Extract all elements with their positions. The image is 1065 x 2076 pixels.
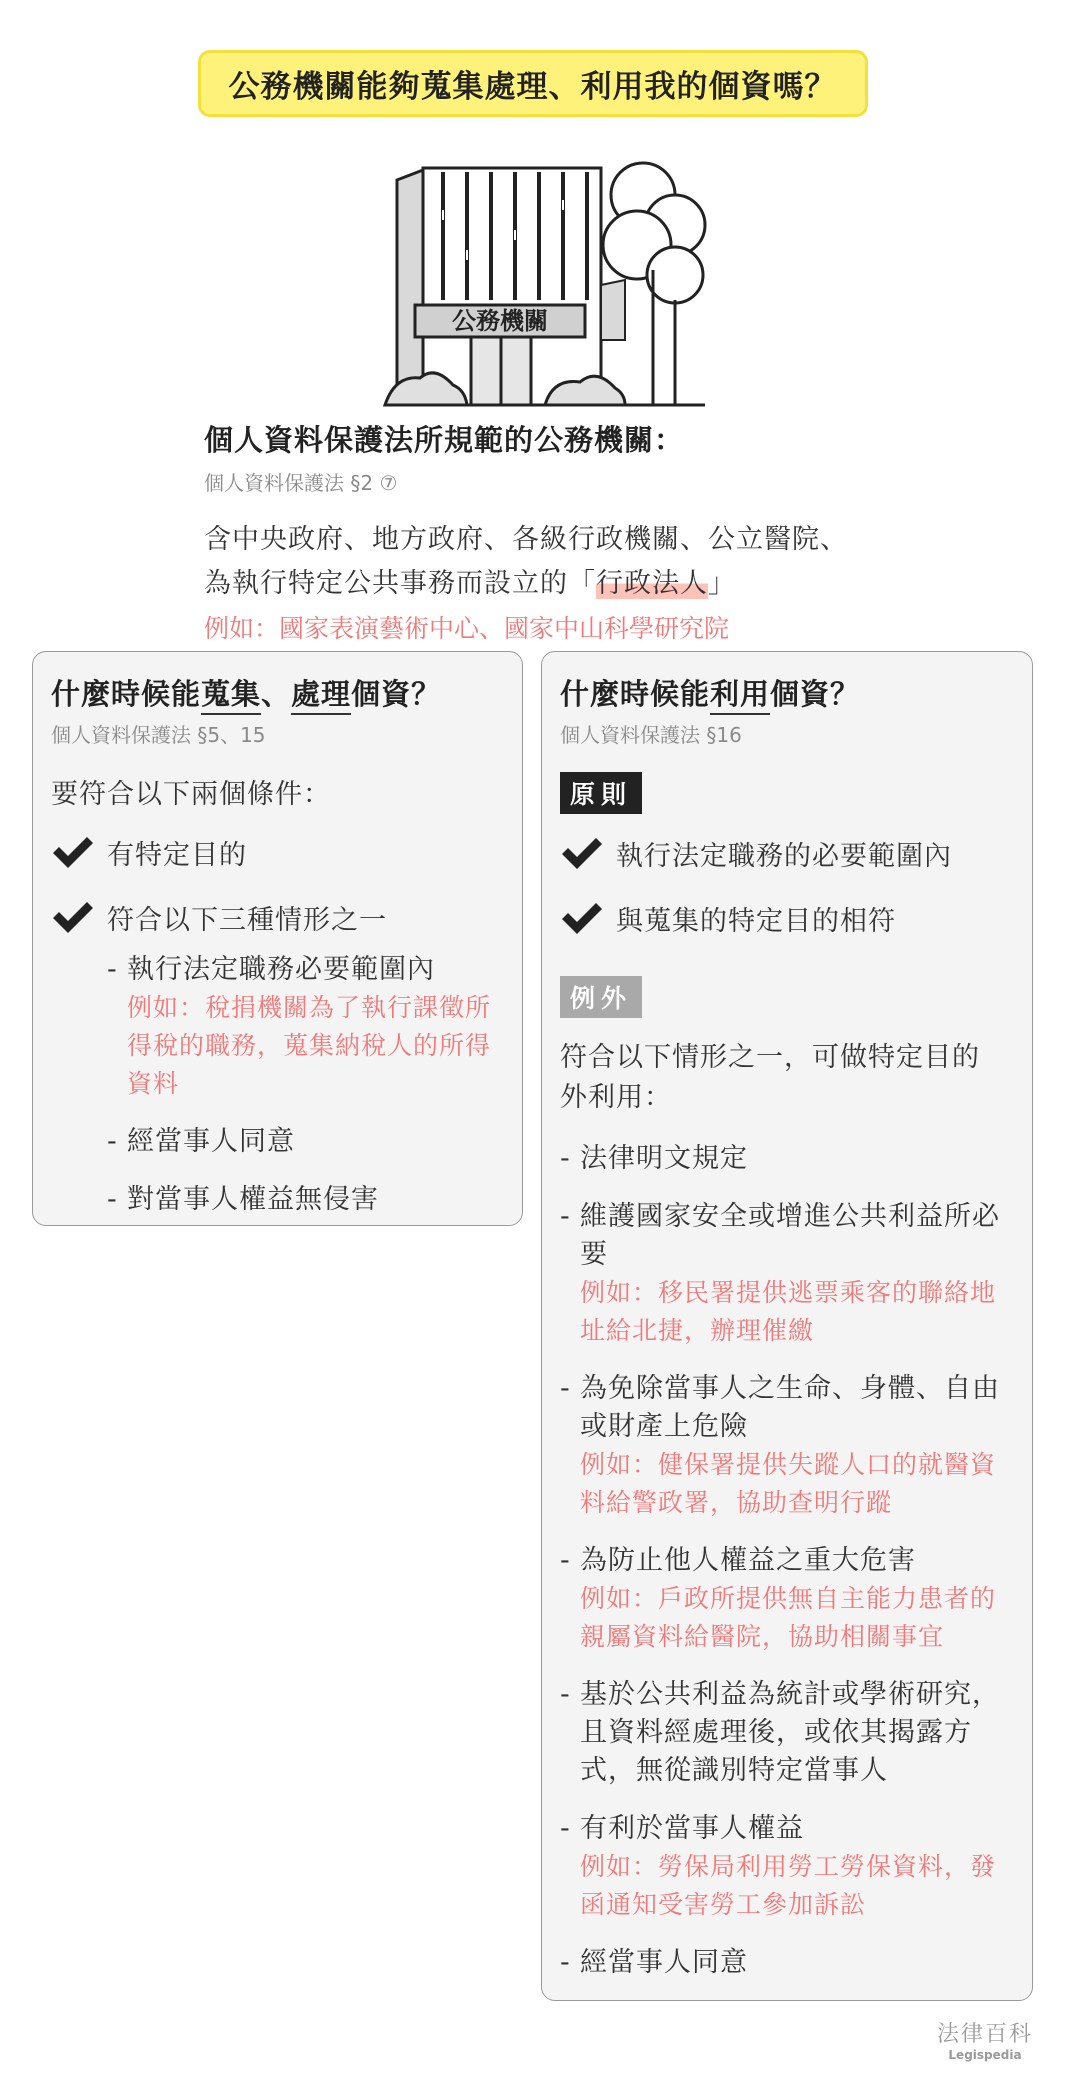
checkmark-icon [560, 901, 604, 937]
list-item: - 為免除當事人之生命、身體、自由或財產上危險 例如：健保署提供失蹤人口的就醫資料給警政署，協助查明行蹤 [560, 1370, 1014, 1522]
building-sign: 公務機關 [452, 307, 548, 335]
collect-process-lead: 要符合以下兩個條件： [51, 779, 331, 810]
principle-tag: 原則 [560, 772, 642, 814]
list-item: - 執行法定職務必要範圍內 例如：稅捐機關為了執行課徵所得稅的職務，蒐集納稅人的所得資料 [107, 951, 504, 1103]
example-text: 例如：移民署提供逃票乘客的聯絡地址給北捷，辦理催繳 [580, 1278, 997, 1345]
intro-line2-suffix: 」 [708, 568, 736, 599]
brand-name-en: Legispedia [948, 2048, 1022, 2062]
checkmark-icon [51, 900, 95, 936]
brand-logo [937, 2017, 1033, 2062]
collect-process-box [32, 651, 523, 1226]
condition-item [51, 833, 504, 872]
intro-line2-prefix: 為執行特定公共事務而設立的「 [204, 568, 596, 599]
intro-law-ref: 個人資料保護法 §2 ⑦ [204, 471, 398, 495]
checkmark-icon [560, 836, 604, 872]
use-heading: 什麼時候能利用個資？ [560, 672, 1014, 713]
condition-label: 有特定目的 [107, 840, 247, 871]
principle-item [560, 834, 1014, 873]
list-item: - 法律明文規定 [560, 1143, 748, 1174]
use-law-ref: 個人資料保護法 §16 [560, 723, 742, 747]
exception-list [560, 1140, 1014, 1982]
collect-process-heading: 什麼時候能蒐集、處理個資？ [51, 672, 504, 713]
condition-label: 符合以下三種情形之一 [107, 905, 387, 936]
intro-line1: 含中央政府、地方政府、各級行政機關、公立醫院、 [204, 524, 848, 555]
list-item: - 有利於當事人權益 例如：勞保局利用勞工勞保資料，發函通知受害勞工參加訴訟 [560, 1810, 1014, 1924]
brand-name-zh: 法律百科 [936, 2022, 1033, 2047]
page-title: 公務機關能夠蒐集處理、利用我的個資嗎？ [198, 50, 868, 117]
list-item: - 為防止他人權益之重大危害 例如：戶政所提供無自主能力患者的親屬資料給醫院，協助相關事宜 [560, 1542, 1014, 1656]
example-text: 例如：健保署提供失蹤人口的就醫資料給警政署，協助查明行蹤 [580, 1450, 997, 1517]
exception-lead: 符合以下情形之一，可做特定目的外利用： [560, 1042, 980, 1113]
principle-label: 與蒐集的特定目的相符 [616, 906, 896, 937]
intro-example: 例如：國家表演藝術中心、國家中山科學研究院 [204, 614, 730, 643]
example-text: 例如：勞保局利用勞工勞保資料，發函通知受害勞工參加訴訟 [580, 1852, 997, 1919]
principle-label: 執行法定職務的必要範圍內 [616, 841, 952, 872]
exception-tag: 例外 [560, 976, 642, 1018]
use-box [541, 651, 1033, 2001]
condition-item [51, 898, 504, 937]
situation-list [107, 951, 504, 1219]
government-building-illustration [375, 150, 715, 408]
intro-line2 [204, 562, 964, 606]
checkmark-icon [51, 835, 95, 871]
list-item: - 對當事人權益無侵害 [107, 1184, 379, 1215]
example-text: 例如：稅捐機關為了執行課徵所得稅的職務，蒐集納稅人的所得資料 [127, 993, 492, 1098]
example-text: 例如：戶政所提供無自主能力患者的親屬資料給醫院，協助相關事宜 [580, 1584, 997, 1651]
collect-process-law-ref: 個人資料保護法 §5、15 [51, 723, 266, 747]
list-item: - 經當事人同意 [560, 1947, 748, 1978]
title-banner [0, 50, 1065, 117]
principle-item [560, 899, 1014, 938]
intro-heading: 個人資料保護法所規範的公務機關： [204, 423, 685, 457]
list-item: - 基於公共利益為統計或學術研究，且資料經處理後，或依其揭露方式，無從識別特定當事人 [560, 1679, 1000, 1786]
intro-section [204, 418, 964, 650]
list-item: - 維護國家安全或增進公共利益所必要 例如：移民署提供逃票乘客的聯絡地址給北捷，辦理催繳 [560, 1198, 1014, 1350]
list-item: - 經當事人同意 [107, 1126, 295, 1157]
highlight-administrative-corporation: 行政法人 [596, 568, 708, 599]
